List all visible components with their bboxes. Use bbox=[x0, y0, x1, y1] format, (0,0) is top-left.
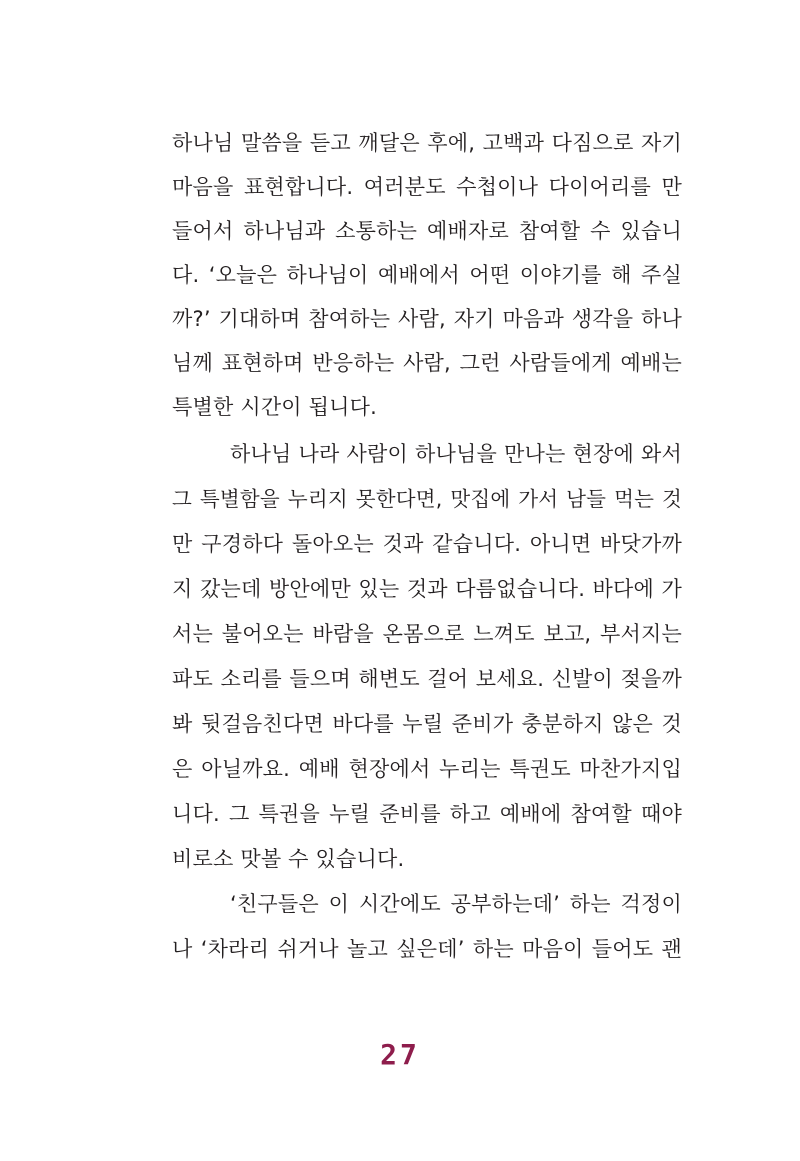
body-text-line: 지 갔는데 방안에만 있는 것과 다름없습니다. 바다에 가 bbox=[172, 577, 682, 601]
body-text-line: 님께 표현하며 반응하는 사람, 그런 사람들에게 예배는 bbox=[172, 351, 682, 375]
body-text-line: 봐 뒷걸음친다면 바다를 누릴 준비가 충분하지 않은 것 bbox=[172, 712, 682, 736]
body-text-line: 하나님 나라 사람이 하나님을 만나는 현장에 와서 bbox=[230, 442, 682, 466]
body-text-line: 들어서 하나님과 소통하는 예배자로 참여할 수 있습니 bbox=[172, 219, 682, 243]
body-text-line: 마음을 표현합니다. 여러분도 수첩이나 다이어리를 만 bbox=[172, 175, 682, 199]
page-number: 27 bbox=[380, 1038, 420, 1071]
body-text-line: 하나님 말씀을 듣고 깨달은 후에, 고백과 다짐으로 자기 bbox=[172, 131, 682, 155]
body-text-line: 니다. 그 특권을 누릴 준비를 하고 예배에 참여할 때야 bbox=[172, 802, 682, 826]
body-text-line: 서는 불어오는 바람을 온몸으로 느껴도 보고, 부서지는 bbox=[172, 622, 682, 646]
body-text-line: 파도 소리를 들으며 해변도 걸어 보세요. 신발이 젖을까 bbox=[172, 667, 682, 691]
body-text-line: 나 ‘차라리 쉬거나 놀고 싶은데’ 하는 마음이 들어도 괜 bbox=[172, 937, 682, 961]
body-text-line: 비로소 맛볼 수 있습니다. bbox=[172, 847, 405, 871]
body-text-line: 다. ‘오늘은 하나님이 예배에서 어떤 이야기를 해 주실 bbox=[172, 263, 682, 287]
body-text-line: 특별한 시간이 됩니다. bbox=[172, 395, 377, 419]
body-text-line: 만 구경하다 돌아오는 것과 같습니다. 아니면 바닷가까 bbox=[172, 532, 682, 556]
body-text-line: ‘친구들은 이 시간에도 공부하는데’ 하는 걱정이 bbox=[230, 892, 682, 916]
body-text-line: 그 특별함을 누리지 못한다면, 맛집에 가서 남들 먹는 것 bbox=[172, 487, 682, 511]
body-text-line: 까?’ 기대하며 참여하는 사람, 자기 마음과 생각을 하나 bbox=[172, 307, 682, 331]
body-text-line: 은 아닐까요. 예배 현장에서 누리는 특권도 마찬가지입 bbox=[172, 757, 682, 781]
